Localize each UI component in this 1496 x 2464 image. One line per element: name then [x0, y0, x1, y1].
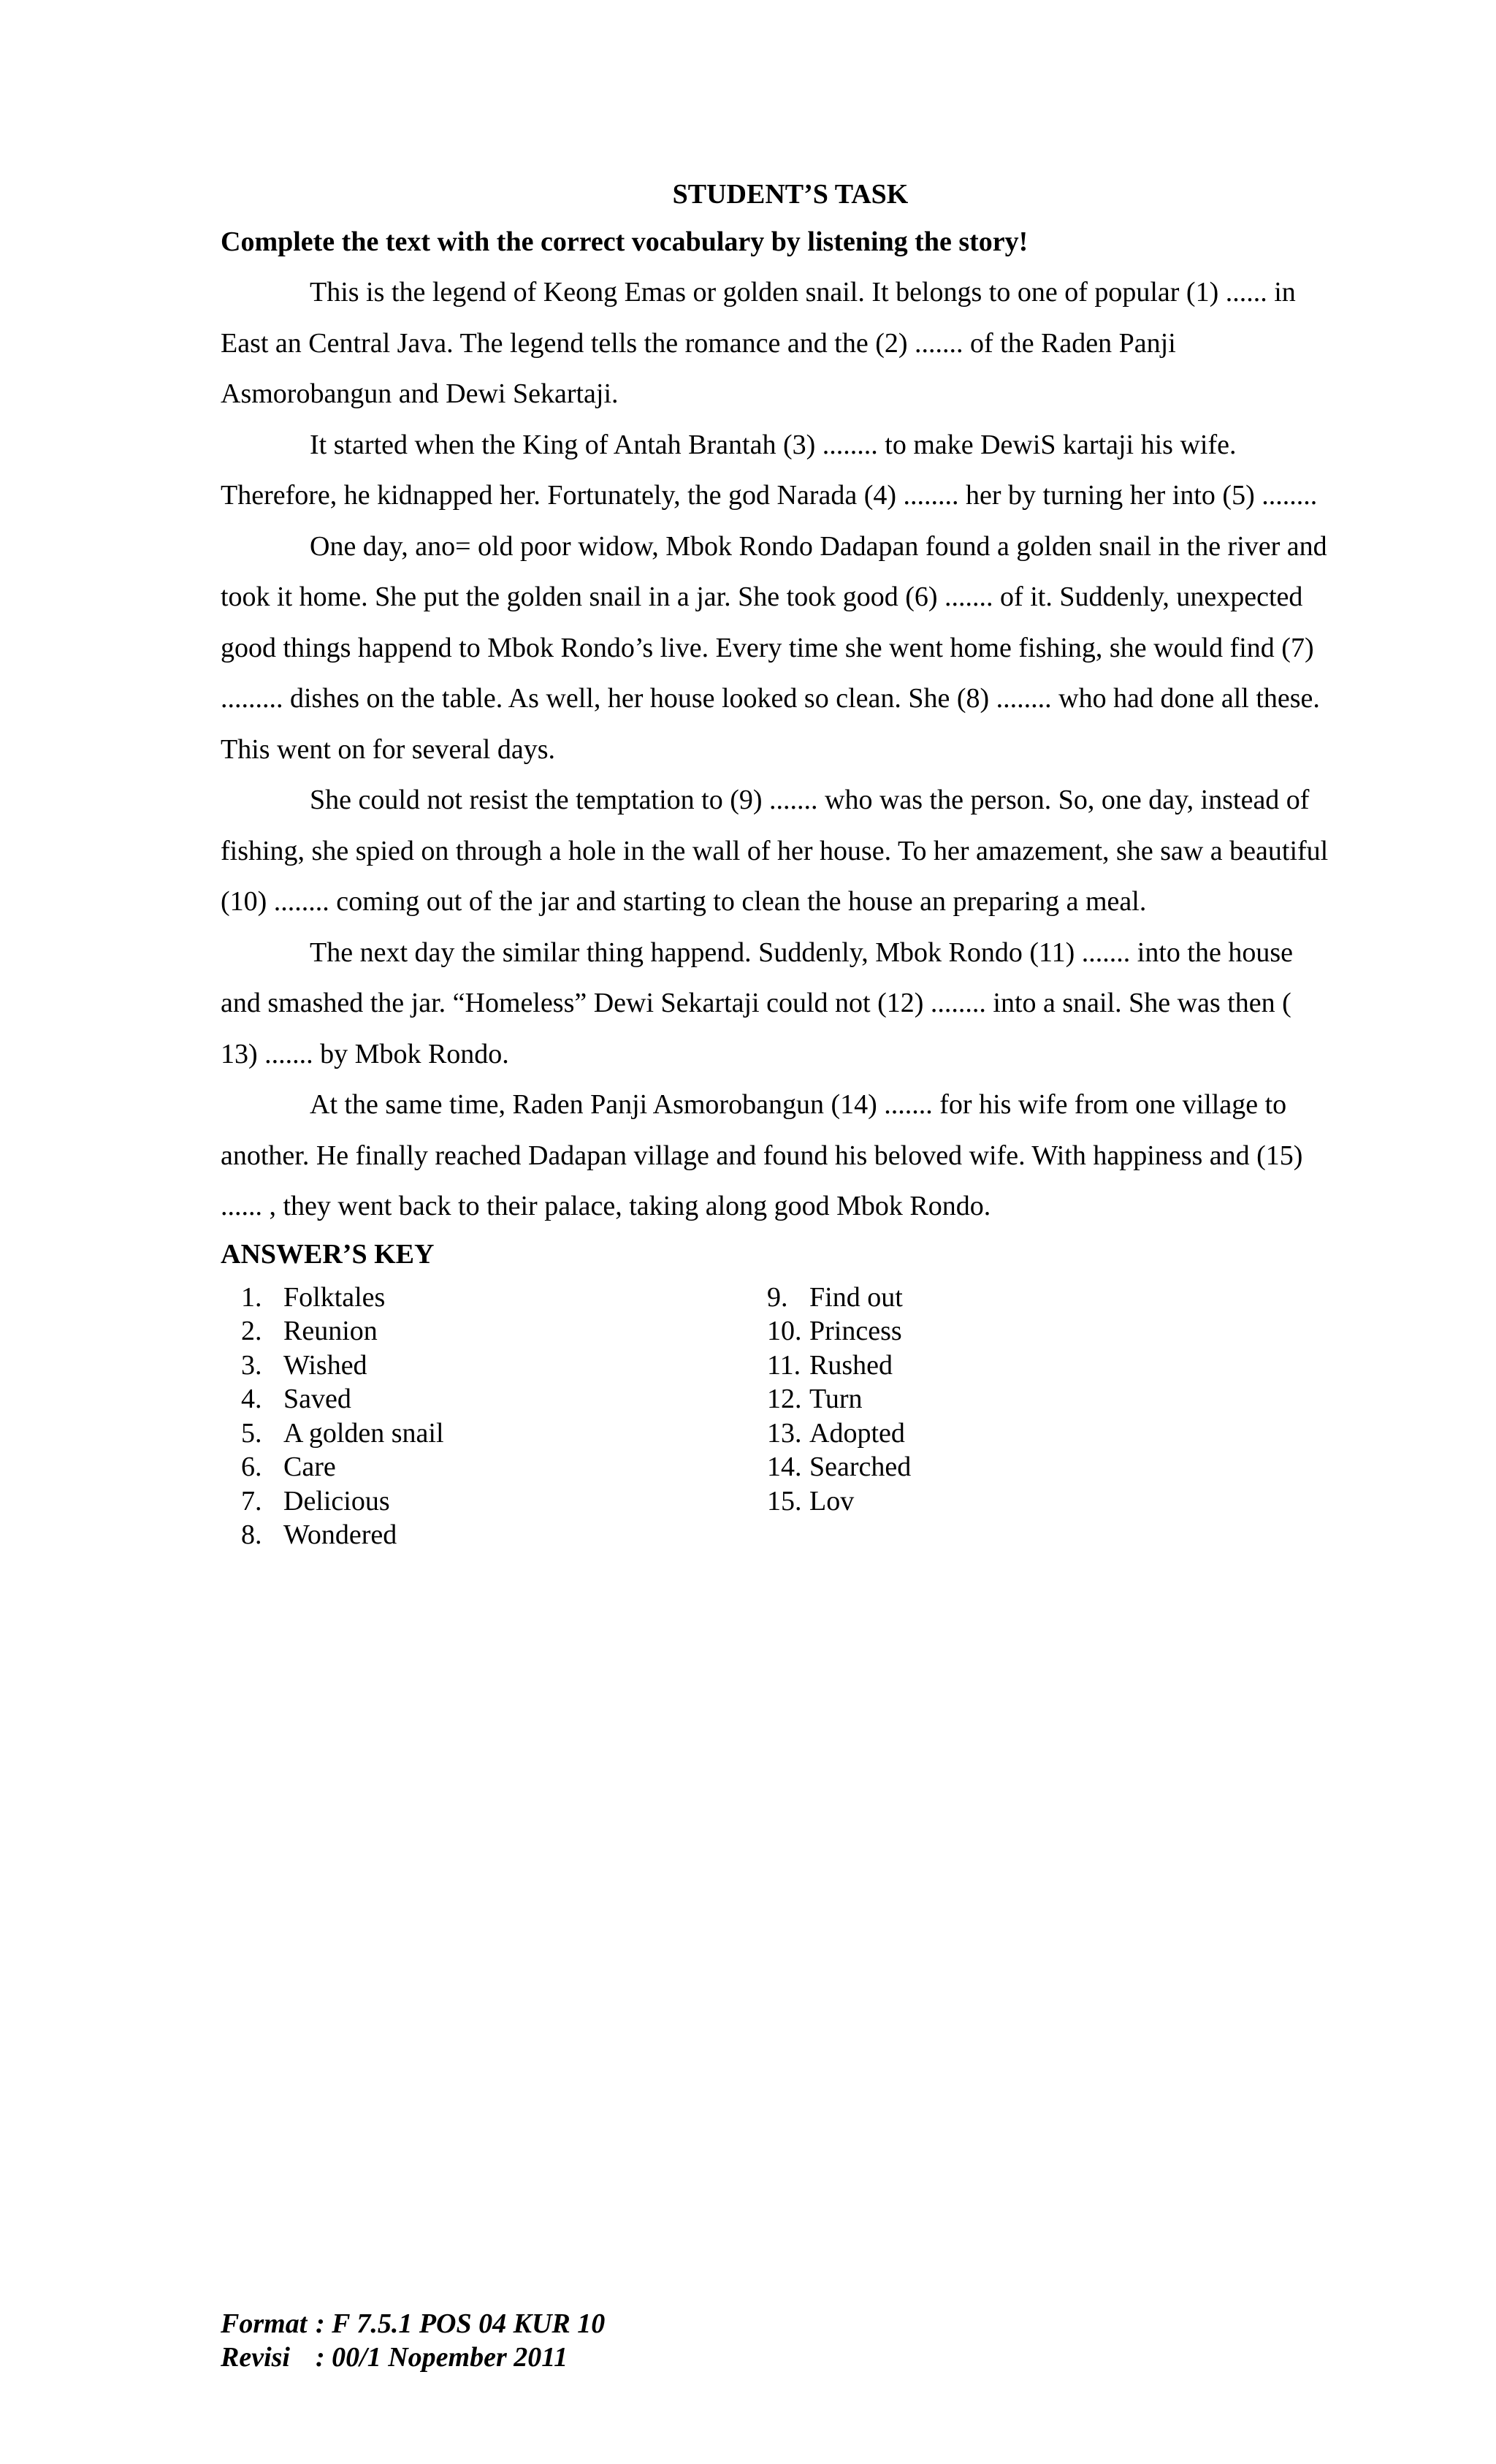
answer-number: 12.: [767, 1384, 802, 1414]
answer-item: [241, 1450, 767, 1484]
page-title: STUDENT’S TASK: [672, 179, 909, 210]
story-paragraph-5: The next day the similar thing happend. Suddenly, Mbok Rondo (11) ....... into the house and smashed the jar. “Homeless” Dewi Sekartaji could not (12) ........ into a snail. She was then ( 13) ....... by Mbok Rondo.: [221, 937, 1293, 1069]
answer-number: 2.: [241, 1316, 262, 1346]
answer-text: Reunion: [283, 1316, 378, 1346]
answer-number: 10.: [767, 1316, 802, 1346]
answer-item: [767, 1416, 911, 1451]
answer-item: [241, 1484, 767, 1519]
answer-text: Saved: [283, 1384, 351, 1414]
answer-number: 8.: [241, 1519, 262, 1550]
answer-text: Turn: [809, 1384, 863, 1414]
answer-number: 5.: [241, 1417, 262, 1449]
document-footer: [221, 2307, 605, 2374]
answer-text: Care: [283, 1452, 336, 1482]
story-paragraph-3: One day, ano= old poor widow, Mbok Rondo Dadapan found a golden snail in the river and took it home. She put the golden snail in a jar. She took good (6) ....... of it. Suddenly, unexpected good things happend to Mbok Rondo’s live. Every time she went home fishing, she would find (7) ......... dishes on the table. As well, her house looked so clean. She (8) ........ who had done all these. This went on for several days.: [221, 530, 1327, 765]
answer-item: [767, 1382, 911, 1416]
answer-key-left-column: [221, 1281, 767, 1552]
footer-format-value: : F 7.5.1 POS 04 KUR 10: [316, 2308, 606, 2339]
answer-number: 1.: [241, 1281, 262, 1313]
footer-revisi-label: Revisi: [221, 2342, 290, 2373]
answer-number: 9.: [767, 1281, 788, 1313]
answer-number: 11.: [767, 1349, 801, 1381]
answer-item: [241, 1518, 767, 1552]
answer-text: Delicious: [283, 1485, 390, 1517]
footer-revisi-value: : 00/1 Nopember 2011: [316, 2342, 568, 2373]
answer-item: [241, 1281, 767, 1315]
footer-format-line: [221, 2307, 605, 2341]
story-paragraph-1: This is the legend of Keong Emas or golden snail. It belongs to one of popular (1) ...... in East an Central Java. The legend tells the romance and the (2) ....... of the Raden Panji Asmorobangun and Dewi Sekartaji.: [221, 277, 1296, 409]
answer-number: 14.: [767, 1452, 802, 1482]
footer-revisi-line: [221, 2341, 605, 2374]
answer-item: [767, 1450, 911, 1484]
answer-text: Adopted: [809, 1417, 905, 1449]
answer-item: [241, 1416, 767, 1451]
answer-text: Searched: [809, 1452, 912, 1482]
answer-item: [241, 1314, 767, 1349]
answer-number: 15.: [767, 1485, 802, 1517]
story-paragraph-4: She could not resist the temptation to (9) ....... who was the person. So, one day, instead of fishing, she spied on through a hole in the wall of her house. To her amazement, she saw a beautiful (10) ........ coming out of the jar and starting to clean the house an preparing a meal.: [221, 785, 1329, 917]
story-paragraph-6: At the same time, Raden Panji Asmorobangun (14) ....... for his wife from one village to another. He finally reached Dadapan village and found his beloved wife. With happiness and (15) ...... , they went back to their palace, taking along good Mbok Rondo.: [221, 1089, 1303, 1221]
answer-item: [767, 1314, 911, 1349]
answer-text: A golden snail: [283, 1417, 444, 1449]
answer-item: [767, 1484, 911, 1519]
answer-number: 13.: [767, 1417, 802, 1449]
answer-number: 3.: [241, 1349, 262, 1381]
answer-text: Rushed: [809, 1349, 893, 1381]
answer-key-heading: ANSWER’S KEY: [221, 1238, 435, 1270]
answer-key: [221, 1281, 1331, 1552]
document-page: [221, 172, 1331, 1552]
answer-number: 6.: [241, 1452, 262, 1482]
answer-item: [767, 1349, 911, 1383]
answer-item: [241, 1349, 767, 1383]
answer-text: Wondered: [283, 1519, 397, 1550]
story-paragraph-2: It started when the King of Antah Brantah (3) ........ to make DewiS kartaji his wife. Therefore, he kidnapped her. Fortunately, the god Narada (4) ........ her by turning her into (5) ........: [221, 429, 1318, 511]
answer-text: Folktales: [283, 1281, 386, 1313]
answer-key-right-column: [767, 1281, 911, 1552]
answer-text: Wished: [283, 1349, 367, 1381]
answer-text: Princess: [809, 1316, 902, 1346]
answer-text: Lov: [809, 1485, 855, 1517]
footer-format-label: Format: [221, 2308, 308, 2339]
answer-number: 4.: [241, 1384, 262, 1414]
task-instruction: Complete the text with the correct vocabulary by listening the story!: [221, 226, 1028, 257]
answer-item: [767, 1281, 911, 1315]
answer-number: 7.: [241, 1485, 262, 1517]
answer-text: Find out: [809, 1281, 903, 1313]
answer-item: [241, 1382, 767, 1416]
